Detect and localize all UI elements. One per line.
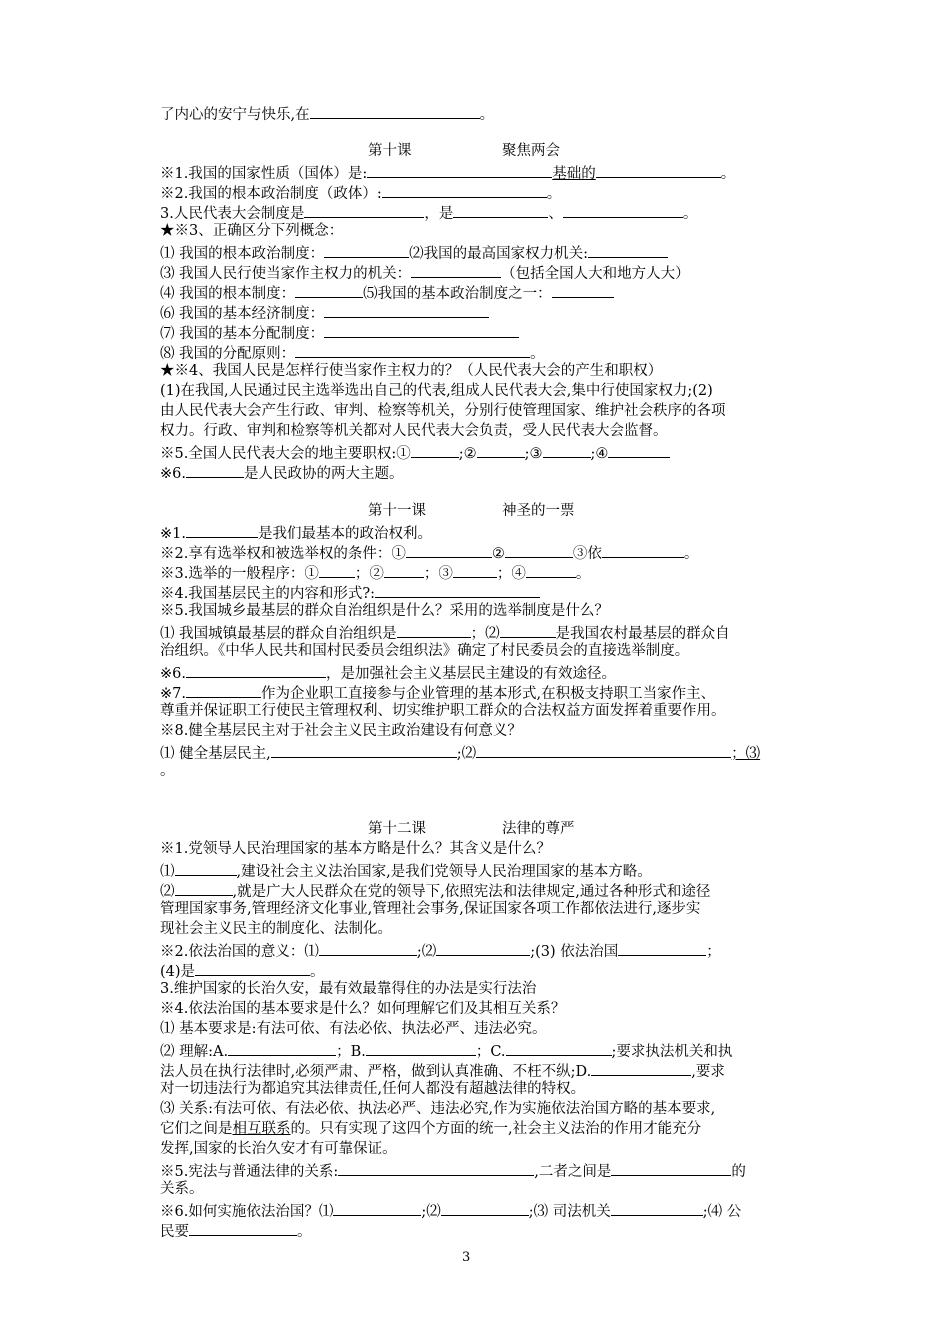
lesson12-title-name: 法律的尊严 [502, 821, 575, 837]
blank [500, 622, 556, 638]
q-text: ⑸我国的基本政治制度之一： [363, 286, 552, 302]
blank [397, 622, 471, 638]
l11-q7-l2: 尊重并保证职工行使民主管理权利、切实维护职工群众的合法权益方面发挥着重要作用。 [160, 703, 726, 719]
q-text: ※2.我国的根本政治制度（政体）: [160, 186, 382, 202]
q-text: ※5.全国人民代表大会的地主要职权:① [160, 446, 411, 462]
q-text: ※6. [160, 466, 186, 482]
l12-q1-b3: 现社会主义民主的制度化、法制化。 [160, 921, 392, 937]
blank [526, 562, 576, 578]
lesson12-title-num: 第十二课 [368, 821, 426, 837]
punct: 。 [720, 166, 736, 182]
punct: 。 [530, 346, 545, 362]
l12-q3: 3.维护国家的长治久安，最有效最靠得住的办法是实行法治 [160, 981, 537, 997]
q-text: 民要 [160, 1224, 189, 1240]
blank [591, 1060, 691, 1076]
blank [366, 1040, 476, 1056]
q-text: ⑻ 我国的分配原则： [160, 346, 296, 362]
l12-q4: ※4.依法治国的基本要求是什么？如何理解它们及其相互关系？ [160, 1001, 566, 1017]
q-text: ,建设社会主义法治国家,是我们党领导人民治理国家的基本方略。 [236, 864, 652, 880]
q-text: ⑴ 我国的根本政治制度： [160, 246, 325, 262]
blank [175, 880, 233, 896]
blank [375, 582, 540, 598]
l11-q5-l2: 治组织。《中华人民共和国村民委员会组织法》确定了村民委员会的直接选举制度。 [160, 643, 690, 659]
blank [477, 442, 525, 458]
blank [611, 1160, 731, 1176]
blank [304, 202, 424, 218]
punct: 。 [575, 566, 591, 582]
q-text: ⑴ 健全基层民主, [160, 746, 271, 762]
blank [453, 202, 548, 218]
q-text: ※7. [160, 686, 186, 702]
l12-q1: ※1.党领导人民治理国家的基本方略是什么？其含义是什么？ [160, 841, 551, 857]
l12-q4-l7: 发挥,国家的长治久安才有可靠保证。 [160, 1141, 397, 1157]
q-text: ※6.如何实施依法治国？⑴ [160, 1204, 334, 1220]
q-text: （包括全国人大和地方人大） [501, 266, 690, 282]
blank [295, 282, 363, 298]
q-text: ※4.我国基层民主的内容和形式?: [160, 586, 375, 602]
q-text: ※1.我国的国家性质（国体）是: [160, 166, 368, 182]
q-underlined: 相互联系 [232, 1121, 291, 1137]
l11-q8-l2: 。 [160, 763, 175, 779]
q-text: ；② [354, 566, 384, 582]
blank [453, 562, 497, 578]
intro-text: 了内心的安宁与快乐,在 [160, 107, 310, 123]
l12-q4-l6 [160, 1120, 800, 1140]
q-text: ※3.选举的一般程序：① [160, 566, 319, 582]
blank [186, 682, 261, 698]
q-text: ⑵我国的最高国家权力机关: [409, 246, 588, 262]
q-text: ⑶ 我国人民行使当家作主权力的机关： [160, 266, 412, 282]
q-text: ※6. [160, 666, 186, 682]
lesson10-title-num: 第十课 [368, 143, 412, 159]
l10-q4-title: ★※4、我国人民是怎样行使当家作主权力的？（人民代表大会的产生和职权） [160, 363, 663, 379]
q-text: ⑷ 我国的根本制度： [160, 286, 296, 302]
punct: 。 [310, 964, 325, 980]
blank [324, 242, 409, 258]
blank [552, 282, 614, 298]
q-underlined: 基础的 [552, 166, 596, 182]
blank [441, 1200, 529, 1216]
blank [367, 162, 552, 178]
punct: 。 [297, 1224, 312, 1240]
lesson11-title-name: 神圣的一票 [502, 503, 575, 519]
intro-line [160, 103, 800, 126]
punct: 。 [479, 107, 495, 123]
blank [195, 960, 310, 976]
l12-q4-l4: 对一切违法行为都追究其法律责任,任何人都没有超越法律的特权。 [160, 1081, 586, 1097]
blank [228, 1040, 336, 1056]
q-text: ； [706, 944, 721, 960]
q-text: ※2.依法治国的意义：⑴ [160, 944, 319, 960]
q-text: 、 [548, 206, 563, 222]
q-text: ※5.宪法与普通法律的关系: [160, 1164, 339, 1180]
blank [506, 1040, 612, 1056]
q-text: ;要求执法机关和执 [611, 1044, 733, 1060]
q-text: ⑴ 我国城镇最基层的群众自治组织是 [160, 626, 397, 642]
l11-q5: ※5.我国城乡最基层的群众自治组织是什么？采用的选举制度是什么？ [160, 603, 609, 619]
q-text: ;③ [524, 446, 543, 462]
q-text: ；C. [475, 1044, 506, 1060]
q-text: ;⑷ 公 [702, 1204, 742, 1220]
q-text: ；⑵ [470, 626, 500, 642]
blank [411, 442, 459, 458]
blank [411, 262, 501, 278]
l11-q8: ※8.健全基层民主对于社会主义民主政治建设有何意义？ [160, 723, 522, 739]
blank [338, 1160, 534, 1176]
q-text: ;② [458, 446, 477, 462]
blank [186, 462, 244, 478]
l12-q1-b2: 管理国家事务,管理经济文化事业,管理社会事务,保证国家各项工作都依法进行,逐步实 [160, 901, 701, 917]
blank [175, 860, 237, 876]
l10-q3-star: ★※3、正确区分下列概念： [160, 223, 344, 239]
q-text: ⑴ [160, 864, 175, 880]
q-text: ,要求 [691, 1064, 725, 1080]
q-text: (4)是 [160, 964, 196, 980]
q-text: ⑺ 我国的基本分配制度： [160, 326, 325, 342]
q-text: 法人员在执行法律时,必须严肃、严格，做到认真准确、不枉不纵;D. [160, 1064, 592, 1080]
blank [563, 202, 683, 218]
q-text: ；B. [336, 1044, 366, 1060]
q-text: 作为企业职工直接参与企业管理的基本形式,在积极支持职工当家作主、 [260, 686, 716, 702]
q-text: ；⑶ [731, 746, 761, 762]
lesson11-title-num: 第十一课 [368, 503, 426, 519]
blank [505, 542, 573, 558]
q-text: ，是 [424, 206, 454, 222]
blank [271, 742, 457, 758]
blank [189, 1220, 297, 1236]
blank [324, 302, 489, 318]
l12-q4-l5: ⑶ 关系:有法可依、有法必依、执法必严、违法必究,作为实施依法治国方略的基本要求, [160, 1101, 716, 1117]
q-text: ,就是广大人民群众在党的领导下,依照宪法和法律规定,通过各种形式和途径 [232, 884, 711, 900]
q-text: ⑵ [160, 884, 175, 900]
blank [406, 542, 492, 558]
q-text: 的。只有实现了这四个方面的统一,社会主义法治的作用才能充分 [290, 1121, 702, 1137]
punct: 。 [546, 186, 562, 202]
blank [310, 103, 480, 119]
blank [186, 662, 326, 678]
blank [611, 1200, 703, 1216]
blank [476, 742, 731, 758]
q-text: ;④ [590, 446, 609, 462]
blank [382, 182, 547, 198]
q-text: ⑹ 我国的基本经济制度： [160, 306, 325, 322]
blank [618, 940, 706, 956]
q-text: 它们之间是 [160, 1121, 233, 1137]
l12-q4-l1: ⑴ 基本要求是:有法可依、有法必依、执法必严、违法必究。 [160, 1021, 547, 1037]
l10-q4-l2: 由人民代表大会产生行政、审判、检察等机关，分别行使管理国家、维护社会秩序的各项 [160, 403, 726, 419]
blank [333, 1200, 421, 1216]
q-text: ;⑵ [421, 1204, 441, 1220]
q-text: ※2.享有选举权和被选举权的条件：① [160, 546, 406, 562]
lesson10-title-name: 聚焦两会 [502, 143, 560, 159]
blank [324, 322, 519, 338]
blank [596, 162, 721, 178]
q-text: ③依 [572, 546, 602, 562]
q-text: ；③ [423, 566, 453, 582]
q-text: ;(3) 依法治国 [530, 944, 619, 960]
q-text: ；④ [496, 566, 526, 582]
q-text: 3.人民代表大会制度是 [160, 206, 305, 222]
l12-q6-l2 [160, 1220, 800, 1243]
q-text: ;⑵ [456, 746, 477, 762]
l10-q4-l1: (1)在我国,人民通过民主选举选出自己的代表,组成人民代表大会,集中行使国家权力;(2) [160, 383, 713, 399]
q-text: ，是加强社会主义基层民主建设的有效途径。 [325, 666, 616, 682]
q-text: ,二者之间是 [534, 1164, 612, 1180]
blank [319, 940, 417, 956]
blank [588, 242, 668, 258]
q-text: ;⑵ [416, 944, 437, 960]
q-text: 是我们最基本的政治权利。 [257, 526, 432, 542]
q-text: 是人民政协的两大主题。 [243, 466, 404, 482]
q-text: ;⑶ 司法机关 [528, 1204, 611, 1220]
l12-q5-l2: 关系。 [160, 1181, 204, 1197]
l10-q4-l3: 权力。行政、审判和检察等机关都对人民代表大会负责，受人民代表大会监督。 [160, 423, 668, 439]
blank [602, 542, 684, 558]
q-text: ⑵ 理解:A. [160, 1044, 229, 1060]
q-text: ※1. [160, 526, 186, 542]
q-text: ② [491, 546, 505, 562]
blank [295, 342, 530, 358]
blank [186, 522, 258, 538]
blank [319, 562, 355, 578]
q-text: 是我国农村最基层的群众自 [555, 626, 730, 642]
punct: 。 [682, 206, 698, 222]
blank [436, 940, 530, 956]
blank [384, 562, 424, 578]
punct: 。 [683, 546, 699, 562]
page-number: 3 [462, 1250, 471, 1265]
l10-q6 [160, 462, 800, 485]
blank [543, 442, 591, 458]
q-text: 的 [731, 1164, 746, 1180]
blank [608, 442, 670, 458]
